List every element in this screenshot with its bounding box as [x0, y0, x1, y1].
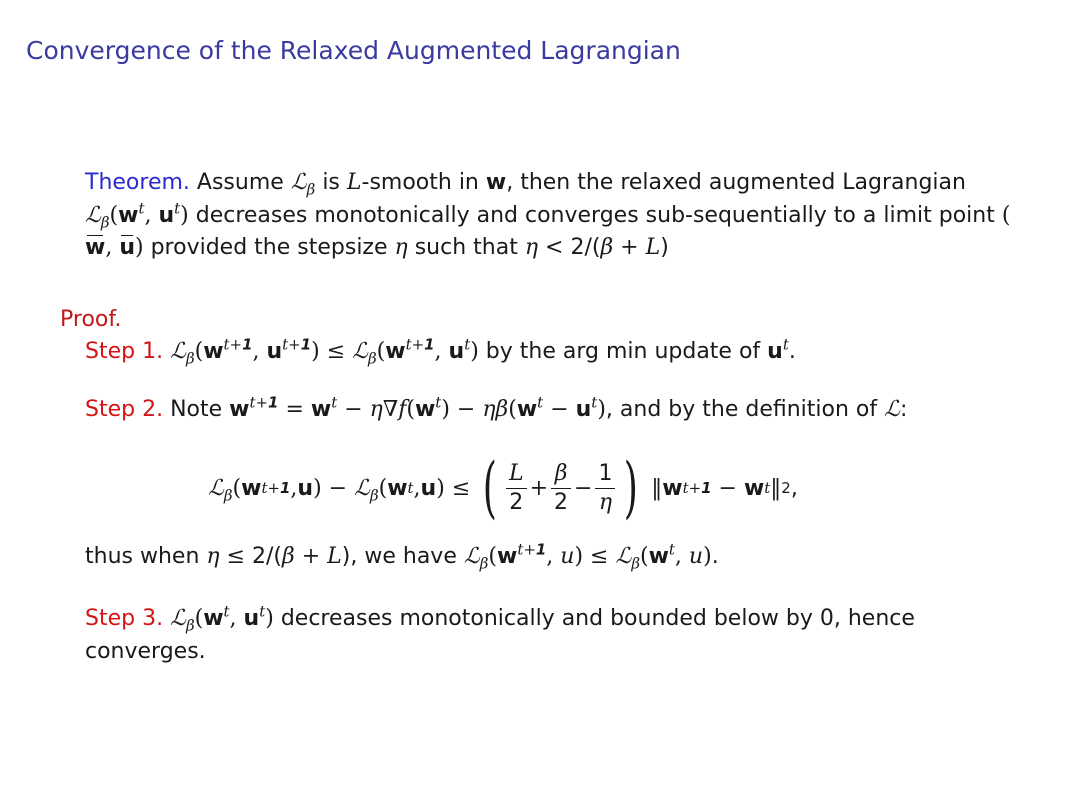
step-2-line: Step 2. Note $w^{t+1} = w^t - \eta\nabla f(w^t) - \eta\beta(w^t - u^t)$, and by the definition of ℒ:: [85, 393, 908, 422]
theorem-text-assume: Assume: [196, 170, 284, 195]
theorem-text-decreases: decreases monotonically and converges sub-sequentially to a limit point: [195, 202, 995, 228]
slide-title: Convergence of the Relaxed Augmented Lagrangian: [26, 36, 681, 65]
display-equation: ℒ$_\beta$ ( w t+1 , u ) − ℒ$_\beta$ ( w t , u ) ≤ ( $\frac{L}{2}$ + $\frac{\beta}{2}$ − $\frac{1}{\eta}$ ) ‖ w t+1 − w t ‖ 2 ,: [208, 449, 798, 526]
theorem-text-is: is: [322, 170, 340, 195]
theorem-text-w: w: [485, 170, 507, 195]
step-3-line: Step 3. $ℒ_\beta(w^t$, $u^t$) decreases monotonically and bounded below by 0, hence converges.: [85, 602, 915, 664]
proof-label: Proof.: [60, 307, 122, 332]
theorem-text-provided: provided the stepsize: [150, 235, 388, 260]
theorem-text-then: , then the relaxed augmented Lagrangian: [506, 170, 966, 195]
step-2-note: Note: [170, 397, 223, 422]
we-have-text: , we have: [350, 544, 457, 569]
step-2-label: Step 2.: [85, 397, 164, 422]
step-1-text: by the arg min update of: [485, 339, 761, 364]
theorem-text-such-that: such that: [414, 235, 518, 260]
step-1-line: Step 1. $ℒ_\beta(w^{t+1}$, $u^{t+1}$) ≤ $ℒ_\beta(w^{t+1}$, $u^t$) by the arg min update of $u^t$.: [85, 335, 796, 368]
theorem-text-smooth: -smooth in: [361, 170, 479, 195]
step-3-text: decreases monotonically and bounded below by 0, hence converges.: [85, 606, 915, 664]
theorem-label: Theorem.: [85, 170, 190, 195]
step-1-label: Step 1.: [85, 339, 164, 364]
thus-line: thus when η ≤ 2/(β + L), we have $ℒ_\beta(w^{t+1}$, $u) \le ℒ_\beta(w^t$, u).: [85, 540, 719, 573]
step-3-label: Step 3.: [85, 606, 164, 631]
theorem-block: Theorem. Assume ℒ$_\beta$ is L-smooth in w, then the relaxed augmented Lagrangian $ℒ_\beta(w^t$, $u^t$) decreases monotonically and converges sub-sequentially to a limit point (w, u) provided the stepsize η such that η < 2/(β + L): [85, 167, 1025, 265]
theorem-text-L: L: [346, 170, 362, 195]
step-2-text: , and by the definition of: [605, 397, 878, 422]
thus-text: thus when: [85, 544, 200, 569]
